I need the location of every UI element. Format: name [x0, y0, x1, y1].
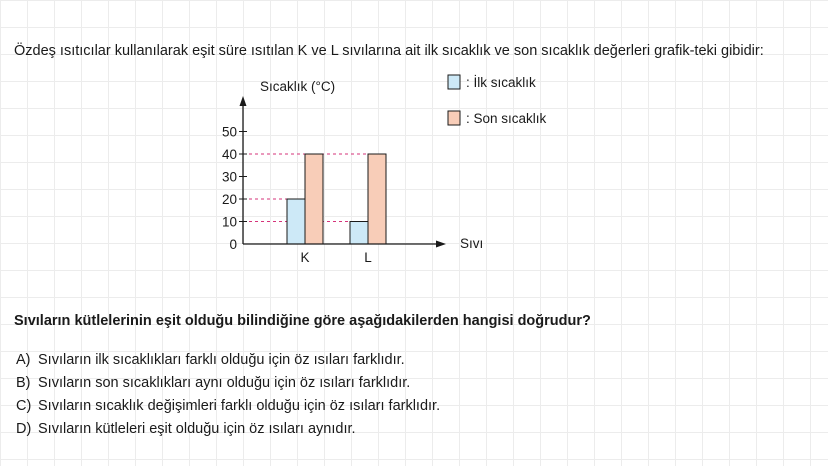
bar-K-series-1 — [305, 154, 323, 244]
y-tick-label-0: 0 — [229, 237, 237, 252]
y-tick-label-20: 20 — [221, 192, 237, 207]
question-text: Sıvıların kütlelerinin eşit olduğu bilindiğine göre aşağıdakilerden hangisi doğrudur? — [14, 313, 591, 329]
bar-K-series-0 — [287, 199, 305, 244]
option-c-letter: C) — [16, 398, 32, 414]
answer-options — [16, 350, 440, 442]
bars — [287, 154, 386, 244]
y-axis-label: Sıcaklık (°C) — [260, 79, 336, 94]
y-tick-label-40: 40 — [221, 147, 237, 162]
option-a-text: Sıvıların ilk sıcaklıkları farklı olduğu için öz ısıları farklıdır. — [38, 352, 405, 368]
question-intro: Özdeş ısıtıcılar kullanılarak eşit süre ısıtılan K ve L sıvılarına ait ilk sıcaklık ve son sıcaklık değerleri grafik-teki gibidir: — [14, 43, 764, 59]
legend-item-final — [448, 111, 547, 126]
y-tick-label-50: 50 — [221, 124, 237, 140]
y-tick-label-10: 10 — [221, 214, 237, 230]
option-a-letter: A) — [16, 352, 31, 368]
x-axis-arrow — [436, 241, 446, 248]
legend-swatch-initial — [448, 75, 460, 89]
legend-item-initial — [448, 75, 536, 90]
option-c-text: Sıvıların sıcaklık değişimleri farklı olduğu için öz ısıları farklıdır. — [38, 398, 441, 414]
x-tick-label-L: L — [364, 250, 372, 265]
option-d[interactable] — [16, 419, 440, 442]
option-b-text: Sıvıların son sıcaklıkları aynı olduğu için öz ısıları farklıdır. — [38, 375, 411, 391]
legend-label-final: : Son sıcaklık — [466, 111, 547, 126]
y-tick-label-30: 30 — [221, 169, 237, 185]
x-ticks — [300, 250, 372, 265]
option-a[interactable] — [16, 350, 440, 373]
bar-L-series-1 — [368, 154, 386, 244]
legend-label-initial: : İlk sıcaklık — [466, 75, 536, 90]
option-d-text: Sıvıların kütleleri eşit olduğu için öz ısıları aynıdır. — [38, 421, 356, 437]
y-axis-arrow — [240, 96, 247, 106]
legend-swatch-final — [448, 111, 460, 125]
option-c[interactable] — [16, 396, 440, 419]
option-b-letter: B) — [16, 375, 31, 391]
option-d-letter: D) — [16, 421, 32, 437]
x-tick-label-K: K — [300, 250, 310, 265]
option-b[interactable] — [16, 373, 440, 396]
x-axis-label: Sıvı — [460, 236, 484, 251]
bar-L-series-0 — [350, 222, 368, 245]
